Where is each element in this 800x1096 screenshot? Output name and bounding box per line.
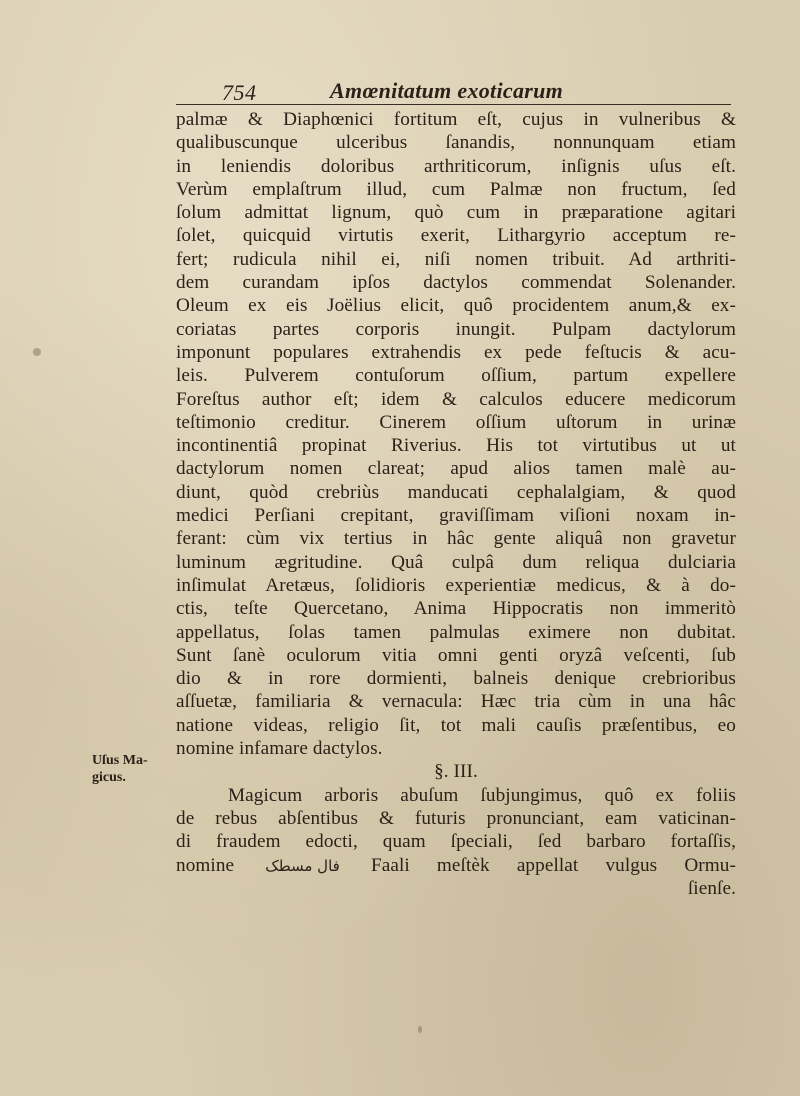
- text-line: teſtimonio creditur. Cinerem oſſium uſtorum in urinæ: [176, 411, 736, 433]
- text-line: aſſuetæ, familiaria & vernacula: Hæc tria cùm in una hâc: [176, 691, 736, 713]
- text-line: appellatus, ſolas tamen palmulas eximere non dubitat.: [176, 621, 736, 643]
- text-line: ſienſe.: [687, 877, 736, 899]
- ink-spot: [418, 1026, 422, 1033]
- text-line: dio & in rore dormienti, balneis denique crebrioribus: [176, 668, 736, 690]
- text-line-with-arabic: [176, 854, 736, 877]
- text-line: ſolum admittat lignum, quò cum in præparatione agitari: [176, 202, 736, 224]
- text-line: medici Perſiani crepitant, graviſſimam viſioni noxam in-: [176, 505, 736, 527]
- word-nomine: nomine: [176, 854, 235, 876]
- text-line: dem curandam ipſos dactylos commendat Solenander.: [176, 272, 736, 294]
- text-line: luminum ægritudine. Quâ culpâ dum reliqua dulciaria: [176, 551, 736, 573]
- text-line: Foreſtus author eſt; idem & calculos educere medicorum: [176, 388, 736, 410]
- text-line: nomine infamare dactylos.: [176, 738, 383, 760]
- text-line: di fraudem edocti, quam ſpeciali, ſed barbaro fortaſſis,: [176, 831, 736, 853]
- text-line: imponunt populares extrahendis ex pede feſtucis & acu-: [176, 341, 736, 363]
- header-rule: [176, 104, 731, 105]
- body-text: [176, 108, 736, 900]
- word-faali-mestek: Faali meſtèk appellat vulgus Ormu-: [370, 854, 736, 876]
- text-line: leis. Pulverem contuſorum oſſium, partum expellere: [176, 365, 736, 387]
- margin-note: Uſus Ma-gicus.: [92, 753, 148, 785]
- text-line: natione videas, religio ſit, tot mali cauſis præſentibus, eo: [176, 714, 736, 736]
- text-line: de rebus abſentibus & futuris pronunciant, eam vaticinan-: [176, 807, 736, 829]
- text-line: Verùm emplaſtrum illud, cum Palmæ non fructum, ſed: [176, 178, 736, 200]
- text-line: ferant: cùm vix tertius in hâc gente aliquâ non gravetur: [176, 528, 736, 550]
- text-line: coriatas partes corporis inungit. Pulpam dactylorum: [176, 318, 736, 340]
- section-heading: §. III.: [434, 761, 478, 783]
- text-line: Sunt ſanè oculorum vitia omni genti oryzâ veſcenti, ſub: [176, 644, 736, 666]
- arabic-word: فال مسطک: [265, 856, 340, 875]
- page-number: 754: [222, 80, 257, 105]
- text-line: qualibuscunque ulceribus ſanandis, nonnunquam etiam: [176, 132, 736, 154]
- ink-spot: [33, 348, 41, 356]
- text-line: diunt, quòd crebriùs manducati cephalalgiam, & quod: [176, 481, 736, 503]
- text-line: incontinentiâ propinat Riverius. His tot virtutibus ut ut: [176, 435, 736, 457]
- text-line: ctis, teſte Quercetano, Anima Hippocratis non immeritò: [176, 598, 736, 620]
- page-header: [222, 76, 728, 106]
- text-line: dactylorum nomen clareat; apud alios tamen malè au-: [176, 458, 736, 480]
- text-line: palmæ & Diaphœnici fortitum eſt, cujus in vulneribus &: [176, 109, 736, 130]
- text-line: Magicum arboris abuſum ſubjungimus, quô ex foliis: [228, 784, 736, 806]
- text-line: inſimulat Aretæus, ſolidioris experientiæ medicus, & à do-: [176, 574, 736, 596]
- text-line: in leniendis doloribus arthriticorum, inſignis uſus eſt.: [176, 155, 736, 177]
- text-line: Oleum ex eis Joëlius elicit, quô procidentem anum,& ex-: [176, 295, 736, 317]
- running-title: Amœnitatum exoticarum: [330, 78, 564, 103]
- text-line: fert; rudicula nihil ei, niſi nomen tribuit. Ad arthriti-: [176, 248, 736, 270]
- text-line: ſolet, quicquid virtutis exerit, Lithargyrio acceptum re-: [176, 225, 736, 247]
